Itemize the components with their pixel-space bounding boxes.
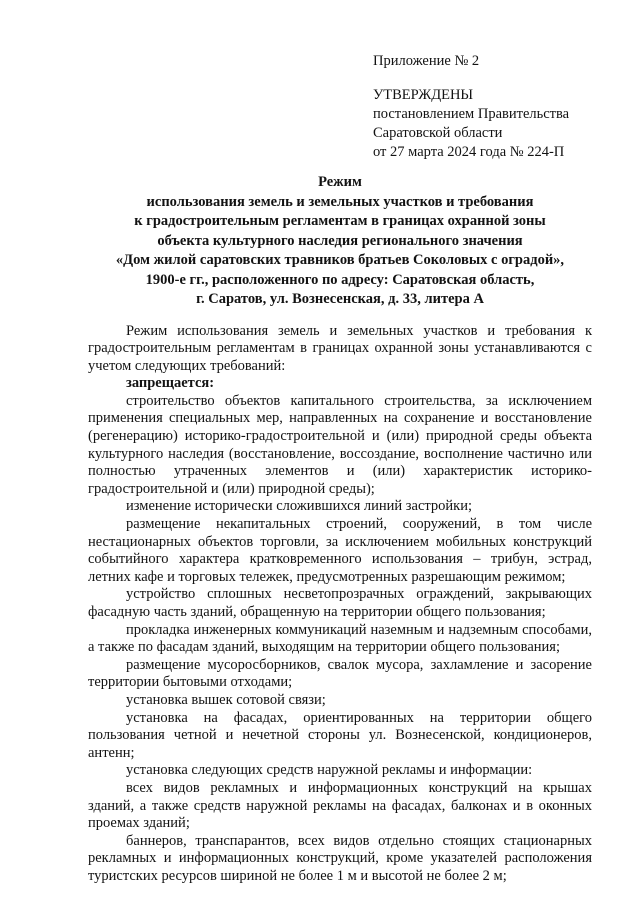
annex-label: Приложение № 2 (373, 53, 480, 69)
paragraph-item: устройство сплошных несветопрозрачных ограждений, закрывающих фасадную часть зданий, обращенную на территории общего пользования; (88, 586, 592, 620)
paragraph-item: баннеров, транспарантов, всех видов отдельно стоящих стационарных рекламных и информационных конструкций, кроме указателей расположения туристских ресурсов шириной не более 1 м и высотой не более 2 м; (88, 832, 592, 884)
paragraph-item: установка следующих средств наружной рекламы и информации: (126, 762, 533, 779)
approval-line: постановлением Правительства (373, 106, 570, 122)
title-line: г. Саратов, ул. Вознесенская, д. 33, литера А (196, 291, 484, 307)
document-body (88, 323, 592, 886)
document-title (88, 173, 592, 310)
paragraph-item: размещение мусоросборников, свалок мусора, захламление и засорение территории бытовыми отходами; (88, 656, 592, 691)
title-line: объекта культурного наследия регионального значения (157, 232, 523, 249)
paragraph-item: установка вышек сотовой связи; (126, 691, 326, 708)
title-line: использования земель и земельных участков и требования (146, 193, 534, 210)
paragraph-item: строительство объектов капитального строительства, за исключением применения специальных мер, направленных на сохранение и восстановление (регенерацию) историко-градостроительной и (или) природной среды объекта культурного наследия (восстановление, воссоздание, восполнение частично или полностью утраченных элементов и (или) характеристик историко-градостроительной и (или) природной среды); (88, 392, 592, 497)
paragraph-prohibited-heading: запрещается: (126, 375, 215, 392)
approval-line: от 27 марта 2024 года № 224-П (373, 144, 565, 160)
approval-block (373, 52, 592, 162)
title-line: 1900-е гг., расположенного по адресу: Саратовская область, (145, 271, 535, 288)
approval-line: Саратовской области (373, 125, 503, 141)
paragraph-item: всех видов рекламных и информационных конструкций на крышах зданий, а также средств наружной рекламы на фасадах, балконах и в оконных проемах зданий; (88, 779, 592, 832)
paragraph-item: прокладка инженерных коммуникаций наземным и надземным способами, а также по фасадам зданий, выходящим на территории общего пользования; (88, 621, 592, 656)
approval-line: УТВЕРЖДЕНЫ (373, 87, 474, 103)
paragraph-item: установка на фасадах, ориентированных на территории общего пользования четной и нечетной стороны ул. Вознесенской, кондиционеров, антенн; (88, 709, 592, 761)
title-line: «Дом жилой саратовских травников братьев Соколовых с оградой», (115, 252, 565, 268)
paragraph-intro: Режим использования земель и земельных участков и требования к градостроительным регламентам в границах охранной зоны устанавливаются с учетом следующих требований: (88, 322, 592, 374)
paragraph-item: размещение некапитальных строений, сооружений, в том числе нестационарных объектов торговли, за исключением мобильных конструкций событийного характера кратковременного использования – трибун, эстрад, летних кафе и торговых тележек, предусмотренных разрешающим режимом; (88, 516, 592, 585)
paragraph-item: изменение исторически сложившихся линий застройки; (126, 498, 473, 515)
title-line: Режим (318, 174, 362, 190)
title-line: к градостроительным регламентам в границах охранной зоны (134, 213, 546, 229)
